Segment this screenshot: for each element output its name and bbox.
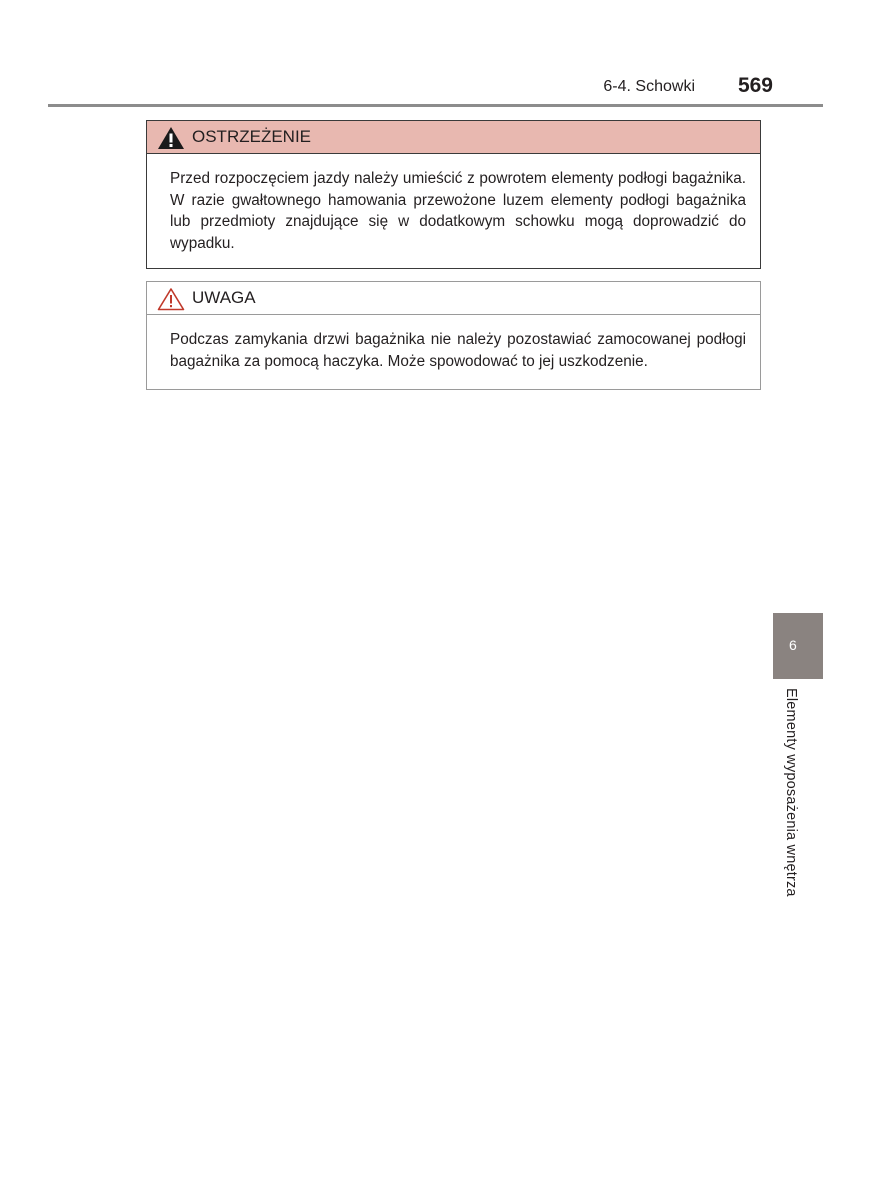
section-title: 6-4. Schowki [603, 78, 695, 95]
warning-text: Przed rozpoczęciem jazdy należy umieścić z powrotem elementy podłogi bagażnika. W razie gwałtownego hamowania przewożone luzem elementy podłogi bagażnika lub przedmioty znajdujące się w dodatkowym schowku mogą doprowadzić do wypadku. [170, 170, 746, 252]
warning-header [147, 121, 760, 154]
caution-triangle-icon [157, 287, 185, 311]
chapter-label: Elementy wyposażenia wnętrza [783, 688, 799, 897]
page-number: 569 [737, 74, 773, 97]
caution-box [146, 281, 761, 390]
page-header [48, 72, 823, 107]
caution-text: Podczas zamykania drzwi bagażnika nie należy pozostawiać zamocowanej podłogi bagażnika za pomocą haczyka. Może spowodować to jej uszkodzenie. [170, 331, 746, 370]
warning-title: OSTRZEŻENIE [192, 127, 312, 146]
warning-triangle-icon [157, 126, 185, 150]
caution-header [147, 282, 760, 315]
chapter-tab [773, 613, 823, 679]
chapter-number: 6 [789, 637, 797, 653]
caution-title: UWAGA [192, 288, 256, 307]
warning-box [146, 120, 761, 269]
